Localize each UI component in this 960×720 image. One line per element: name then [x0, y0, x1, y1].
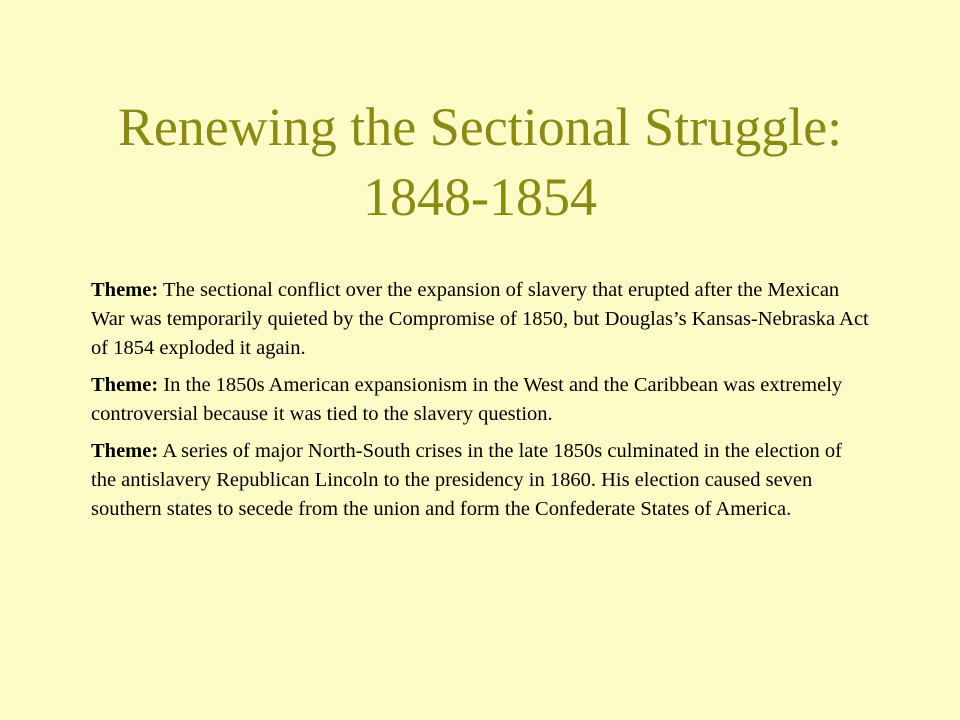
theme-text: In the 1850s American expansionism in the West and the Caribbean was extremely controversial because it was tied to the slavery question.	[91, 374, 843, 425]
theme-label: Theme:	[91, 374, 159, 396]
slide-title-line-2: 1848-1854	[363, 167, 597, 227]
theme-paragraph-2	[91, 371, 871, 429]
theme-paragraph-1	[91, 276, 871, 363]
theme-label: Theme:	[91, 440, 159, 462]
theme-text: A series of major North-South crises in the late 1850s culminated in the election of the antislavery Republican Lincoln to the presidency in 1860. His election caused seven southern states to secede from the union and form the Confederate States of America.	[91, 440, 842, 520]
theme-label: Theme:	[91, 279, 159, 301]
theme-paragraph-3	[91, 437, 871, 524]
slide-title-line-1: Renewing the Sectional Struggle:	[117, 97, 843, 157]
theme-text: The sectional conflict over the expansion of slavery that erupted after the Mexican War was temporarily quieted by the Compromise of 1850, but Douglas’s Kansas-Nebraska Act of 1854 exploded it again.	[91, 279, 869, 359]
slide-title	[60, 92, 900, 232]
slide-body	[91, 276, 871, 532]
